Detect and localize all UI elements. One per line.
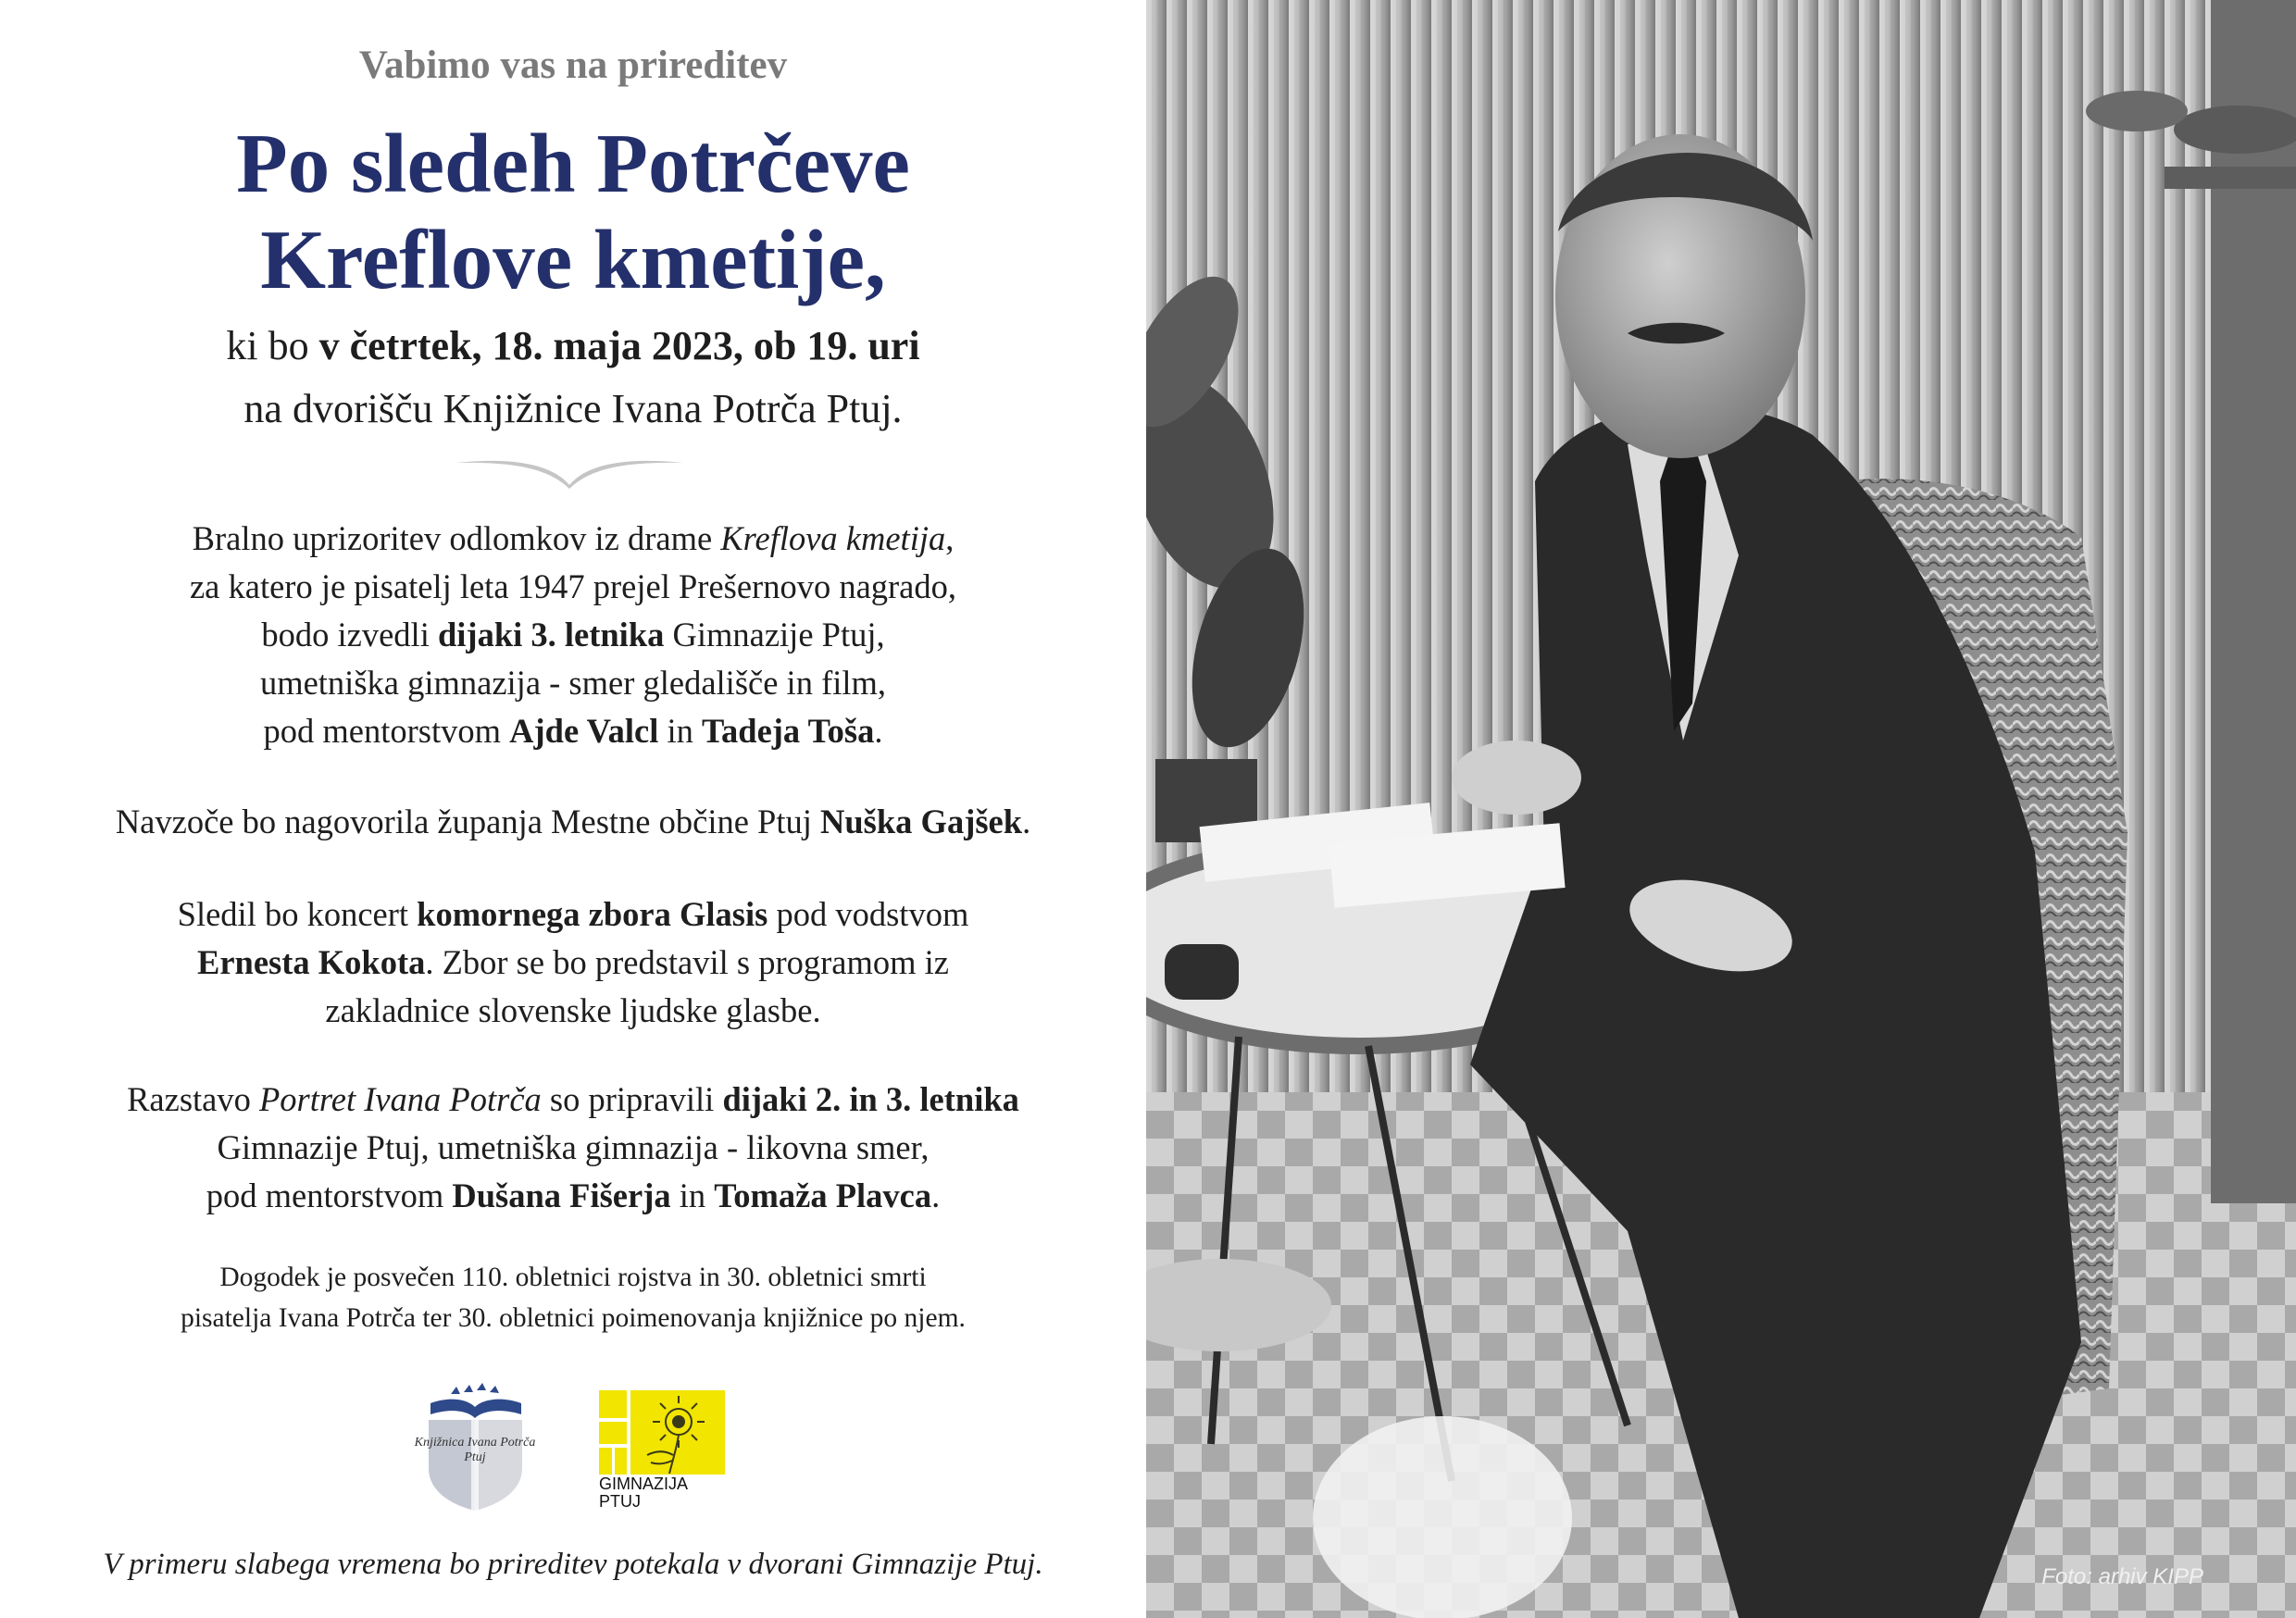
event-title-line-2: Kreflove kmetije,	[260, 213, 886, 306]
photo-credit: Foto: arhiv KIPP	[2041, 1564, 2203, 1589]
program-p1-line-2: za katero je pisatelj leta 1947 prejel Prešernovo nagrado,	[189, 567, 957, 605]
program-p1-line-1: Bralno uprizoritev odlomkov iz drame Kreflova kmetija,	[192, 519, 955, 557]
gimnazija-ptuj-logo-text: GIMNAZIJA PTUJ	[599, 1475, 689, 1511]
dedication-line-2: pisatelja Ivana Potrča ter 30. obletnici poimenovanja knjižnice po njem.	[181, 1303, 966, 1333]
event-location: na dvorišču Knjižnice Ivana Potrča Ptuj.	[243, 386, 903, 431]
weather-note: V primeru slabega vremena bo prireditev potekala v dvorani Gimnazije Ptuj.	[103, 1548, 1043, 1581]
event-date	[0, 324, 1146, 368]
portrait-photo	[1146, 0, 2296, 1618]
invitation-panel	[0, 0, 1146, 1618]
program-p3-line-3: zakladnice slovenske ljudske glasbe.	[325, 991, 821, 1029]
program-p4-line-3: pod mentorstvom Dušana Fišerja in Tomaža Plavca.	[206, 1176, 941, 1214]
program-p1-line-5: pod mentorstvom Ajde Valcl in Tadeja Toša.	[263, 712, 883, 750]
program-p2-line-1: Navzoče bo nagovorila županja Mestne občine Ptuj Nuška Gajšek.	[115, 803, 1031, 840]
dedication-line-1: Dogodek je posvečen 110. obletnici rojstva in 30. obletnici smrti	[219, 1263, 927, 1292]
program-p4-line-2: Gimnazije Ptuj, umetniška gimnazija - likovna smer,	[217, 1128, 930, 1166]
library-logo-text: Knjižnica Ivana Potrča Ptuj	[414, 1436, 536, 1465]
book-divider-ornament	[454, 457, 685, 491]
invitation-kicker: Vabimo vas na prireditev	[358, 44, 788, 87]
program-p4-line-1: Razstavo Portret Ivana Potrča so pripravili dijaki 2. in 3. letnika	[127, 1080, 1019, 1118]
program-p3-line-1: Sledil bo koncert komornega zbora Glasis pod vodstvom	[177, 895, 969, 933]
date-prefix: ki bo	[226, 323, 319, 368]
gimnazija-ptuj-logo	[599, 1390, 725, 1475]
portrait-photo-illustration	[1146, 0, 2296, 1618]
program-p1-line-3: bodo izvedli dijaki 3. letnika Gimnazije Ptuj,	[261, 616, 885, 653]
event-title-line-1: Po sledeh Potrčeve	[236, 117, 910, 210]
program-p1-line-4: umetniška gimnazija - smer gledališče in film,	[259, 664, 887, 702]
date-time: v četrtek, 18. maja 2023, ob 19. uri	[318, 323, 920, 368]
program-p3-line-2: Ernesta Kokota. Zbor se bo predstavil s programom iz	[196, 943, 949, 981]
